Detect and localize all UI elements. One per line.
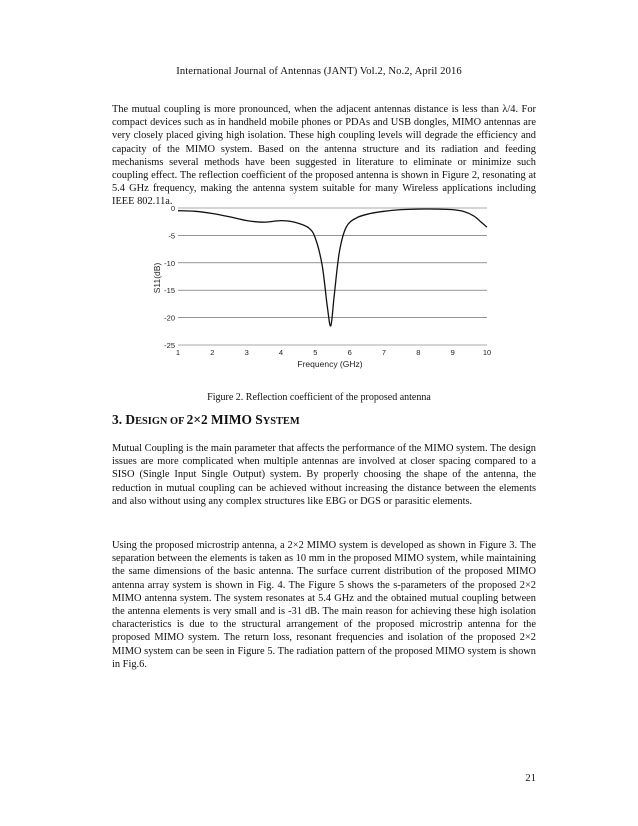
x-tick-label: 4 xyxy=(278,348,284,357)
y-tick-labels xyxy=(164,204,175,350)
journal-header: International Journal of Antennas (JANT) Vol.2, No.2, April 2016 xyxy=(176,66,462,77)
s11-series-line xyxy=(178,209,487,326)
reflection-coefficient-chart xyxy=(140,200,500,372)
y-tick-label: -10 xyxy=(164,258,175,268)
x-tick-label: 10 xyxy=(482,348,492,357)
y-axis-label: S11(dB) xyxy=(152,262,162,294)
figure-caption: Figure 2. Reflection coefficient of the proposed antenna xyxy=(207,392,431,403)
y-tick-label: -15 xyxy=(164,286,175,296)
section-number: 3. xyxy=(112,412,126,427)
paragraph-mutual-coupling: The mutual coupling is more pronounced, when the adjacent antennas distance is less than λ/4. For compact devices such as in handheld mobile phones or PDAs and USB dongles, MIMO antennas are very closely placed giving high isolation. These high coupling levels will degrade the efficiency and capacity of the MIMO system. Based on the antenna structure and its radiation and feeding mechanisms several methods have been suggested in literature to eliminate or minimize such coupling effect. The reflection coefficient of the proposed antenna is shown in Figure 2, resonating at 5.4 GHz frequency, making the antenna system suitable for many Wireless applications including IEEE 802.11a. xyxy=(112,104,536,208)
x-tick-label: 9 xyxy=(450,348,455,357)
x-axis-label: Frequency (GHz) xyxy=(297,359,363,369)
y-tick-label: 0 xyxy=(170,204,175,213)
paragraph-design-issues: Mutual Coupling is the main parameter that affects the performance of the MIMO system. The design issues are more complicated when multiple antennas are involved at closer spacing compared to a SISO (Single Input Single Output) system. By properly choosing the shape of the antenna, the reduction in mutual coupling can be achieved without increasing the distance between the elements and also without using any complex structures like EBG or DGS or parasitic elements. xyxy=(112,443,536,507)
x-tick-labels xyxy=(176,348,491,357)
y-tick-label: -20 xyxy=(164,313,175,323)
heading-part-d: D xyxy=(125,412,136,427)
paragraph-mimo-system: Using the proposed microstrip antenna, a 2×2 MIMO system is developed as shown in Figure 3. The separation between the elements is taken as 10 mm in the proposed MIMO system, while maintaining the same dimensions of the basic antenna. The surface current distribution of the proposed MIMO antenna array system is shown in Fig. 4. The Figure 5 shows the s-parameters of the proposed 2×2 MIMO antenna system. The system resonates at 5.4 GHz and the obtained mutual coupling between the antenna elements is very small and is -31 dB. The main reason for achieving these high isolation characteristics is due to the structural arrangement of the proposed microstrip antenna for the proposed MIMO system. The return loss, resonant frequencies and isolation of the proposed 2×2 MIMO system can be seen in Figure 5. The radiation pattern of the proposed MIMO system is shown in Fig.6. xyxy=(112,540,536,670)
heading-part-ystem: YSTEM xyxy=(262,416,300,427)
x-tick-label: 1 xyxy=(175,348,181,357)
heading-part-s: S xyxy=(255,412,263,427)
x-tick-label: 8 xyxy=(416,348,421,357)
x-tick-label: 2 xyxy=(210,348,215,357)
heading-part-size: 2×2 MIMO xyxy=(186,412,256,427)
x-tick-label: 7 xyxy=(381,348,387,357)
x-tick-label: 6 xyxy=(347,348,352,357)
chart-grid xyxy=(178,208,487,345)
page-number: 21 xyxy=(525,773,536,784)
y-tick-label: -25 xyxy=(164,341,175,350)
section-heading xyxy=(112,412,300,428)
x-tick-label: 5 xyxy=(313,348,318,357)
heading-part-esign-of: ESIGN OF xyxy=(135,416,187,427)
x-tick-label: 3 xyxy=(244,348,249,357)
y-tick-label: -5 xyxy=(168,231,175,241)
